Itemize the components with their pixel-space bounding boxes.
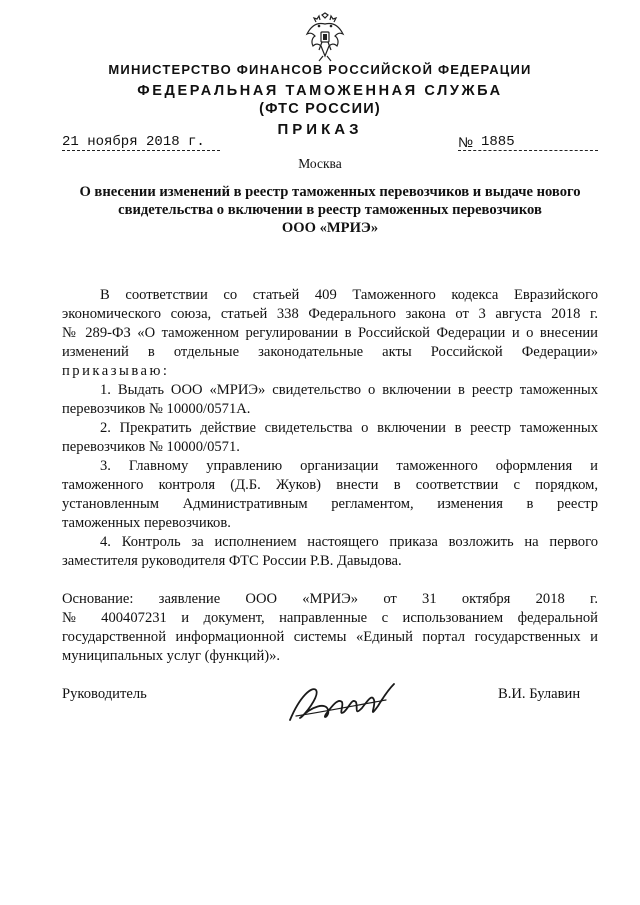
body-line: государственной информационной системы «Единый портал государственных и xyxy=(62,629,598,645)
russian-coat-of-arms-icon xyxy=(303,12,347,64)
title-line: О внесении изменений в реестр таможенных перевозчиков и выдаче нового xyxy=(79,184,581,200)
service-name: ФЕДЕРАЛЬНАЯ ТАМОЖЕННАЯ СЛУЖБА xyxy=(137,83,503,99)
service-abbreviation: (ФТС РОССИИ) xyxy=(259,101,381,117)
body-line: установленным Административным регламентом, изменения в реестр xyxy=(62,496,598,512)
document-date: 21 ноября 2018 г. xyxy=(62,134,205,150)
body-line: Основание: заявление ООО «МРИЭ» от 31 октября 2018 г. xyxy=(62,591,598,607)
body-line: В соответствии со статьей 409 Таможенного кодекса Евразийского xyxy=(100,287,598,303)
signatory-role: Руководитель xyxy=(62,686,147,702)
document-type: ПРИКАЗ xyxy=(277,121,363,138)
body-line: перевозчиков № 10000/0571. xyxy=(62,439,240,455)
title-line: свидетельства о включении в реестр таможенных перевозчиков xyxy=(118,202,542,218)
body-line: № 400407231 и документ, направленные с использованием федеральной xyxy=(62,610,598,626)
body-line: экономического союза, статьей 338 Федерального закона от 3 августа 2018 г. xyxy=(62,306,598,322)
body-line: 2. Прекратить действие свидетельства о включении в реестр таможенных xyxy=(100,420,598,436)
date-underline xyxy=(62,150,220,151)
body-line: таможенных перевозчиков. xyxy=(62,515,231,531)
body-line: изменений в отдельные законодательные акты Российской Федерации» xyxy=(62,344,598,360)
title-line: ООО «МРИЭ» xyxy=(281,220,379,236)
body-line: таможенного контроля (Д.Б. Жуков) внести в соответствии с порядком, xyxy=(62,477,598,493)
ministry-name: МИНИСТЕРСТВО ФИНАНСОВ РОССИЙСКОЙ ФЕДЕРАЦИИ xyxy=(108,62,532,77)
body-line: 3. Главному управлению организации таможенного оформления и xyxy=(100,458,598,474)
paragraph-gap xyxy=(62,571,598,590)
body-line: заместителя руководителя ФТС России Р.В. Давыдова. xyxy=(62,553,402,569)
city: Москва xyxy=(298,156,342,171)
body-line: перевозчиков № 10000/0571А. xyxy=(62,401,251,417)
body-line: № 289-ФЗ «О таможенном регулировании в Российской Федерации и о внесении xyxy=(62,325,598,341)
number-sign: № xyxy=(458,134,474,150)
document-number: 1885 xyxy=(481,134,515,150)
document-body xyxy=(62,286,598,666)
signatory-name: В.И. Булавин xyxy=(498,686,581,702)
body-line: 4. Контроль за исполнением настоящего приказа возложить на первого xyxy=(100,534,598,550)
body-line: 1. Выдать ООО «МРИЭ» свидетельство о включении в реестр таможенных xyxy=(100,382,598,398)
document-title xyxy=(60,183,600,237)
handwritten-signature xyxy=(282,676,402,728)
body-line: муниципальных услуг (функций)». xyxy=(62,648,281,664)
number-underline xyxy=(458,150,598,151)
order-word: приказываю: xyxy=(62,363,170,379)
